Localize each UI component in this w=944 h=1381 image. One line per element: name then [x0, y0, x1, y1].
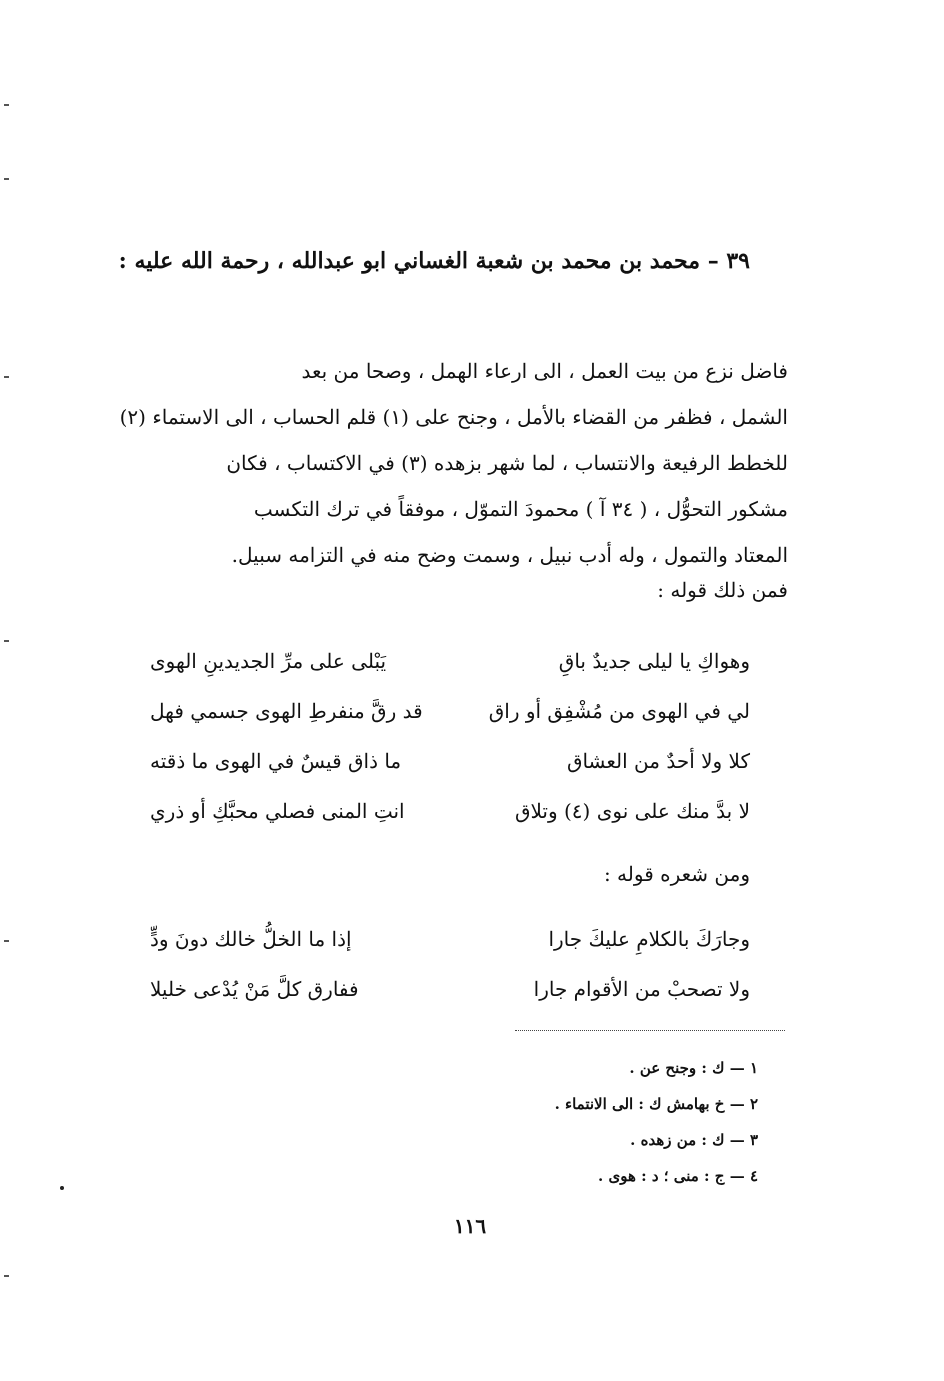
footnote: ٢ — خ بهامش ك : الى الانتماء .	[554, 1095, 758, 1113]
footnote: ٣ — ك : من زهده .	[630, 1131, 758, 1149]
verse	[150, 914, 750, 964]
verse-second-half: لا بدَّ منك على نوى (٤) وتلاق	[514, 799, 750, 823]
biography-line: الشمل ، فظفر من القضاء بالأمل ، وجنح على (١) قلم الحساب ، الى الاستماء (٢)	[119, 405, 788, 429]
poem-intro: فمن ذلك قوله :	[657, 578, 788, 602]
biography-paragraph	[118, 348, 788, 578]
margin-mark	[4, 376, 9, 378]
footnote: ٤ — ج : منى ؛ د : هوى .	[598, 1167, 758, 1185]
verse-first-half: ففارق كلَّ مَنْ يُدْعى خليلا	[150, 977, 359, 1001]
verse-second-half: لي في الهوى من مُشْفِق أو راق	[488, 699, 750, 723]
margin-mark	[4, 940, 9, 942]
ink-speck	[60, 1186, 64, 1190]
margin-mark	[4, 104, 9, 106]
verse	[150, 786, 750, 836]
margin-mark	[4, 178, 9, 180]
verse	[150, 736, 750, 786]
verse-second-half: كلا ولا أحدٌ من العشاق	[566, 749, 750, 773]
verse-second-half: وجارَكَ بالكلامِ عليكَ جارا	[548, 927, 750, 951]
biography-line: فاضل نزع من بيت العمل ، الى ارعاء الهمل ، وصحا من بعد	[301, 359, 788, 383]
verse-first-half: انتِ المنى فصلي محبَّكِ أو ذري	[150, 799, 405, 823]
margin-mark	[4, 1275, 9, 1277]
poem-two	[150, 914, 750, 1014]
verse	[150, 686, 750, 736]
margin-mark	[4, 640, 9, 642]
biography-line: مشكور التحوُّل ، ( ٣٤ آ ) محمودَ التموّل ، موفقاً في ترك التكسب	[253, 497, 788, 521]
verse-first-half: يَبْلى على مرِّ الجديدينِ الهوى	[150, 649, 387, 673]
verse-first-half: قد رقَّ منفرطِ الهوى جسمي فهل	[150, 699, 423, 723]
verse-first-half: إذا ما الخلُّ خالك دونَ ودٍّ	[150, 927, 352, 951]
verse-first-half: ما ذاق قيسٌ في الهوى ما ذقته	[150, 749, 402, 773]
biography-line: للخطط الرفيعة والانتساب ، لما شهر بزهده (٣) في الاكتساب ، فكان	[226, 451, 788, 475]
poem-two-intro: ومن شعره قوله :	[603, 862, 750, 886]
entry-heading: ٣٩ – محمد بن محمد بن شعبة الغساني ابو عبدالله ، رحمة الله عليه :	[118, 248, 750, 274]
footnote-separator	[515, 1030, 785, 1031]
biography-line: المعتاد والتمول ، وله أدب نبيل ، وسمت وضح منه في التزامه سبيل.	[231, 543, 788, 567]
verse	[150, 636, 750, 686]
page-number: ١١٦	[453, 1214, 487, 1238]
footnote: ١ — ك : وجنح عن .	[629, 1059, 758, 1077]
footnotes	[500, 1050, 758, 1194]
verse-second-half: ولا تصحبْ من الأقوام جارا	[533, 977, 750, 1001]
verse-second-half: وهواكِ يا ليلى جديدٌ باقِ	[558, 649, 750, 673]
poem-one	[150, 636, 750, 836]
verse	[150, 964, 750, 1014]
